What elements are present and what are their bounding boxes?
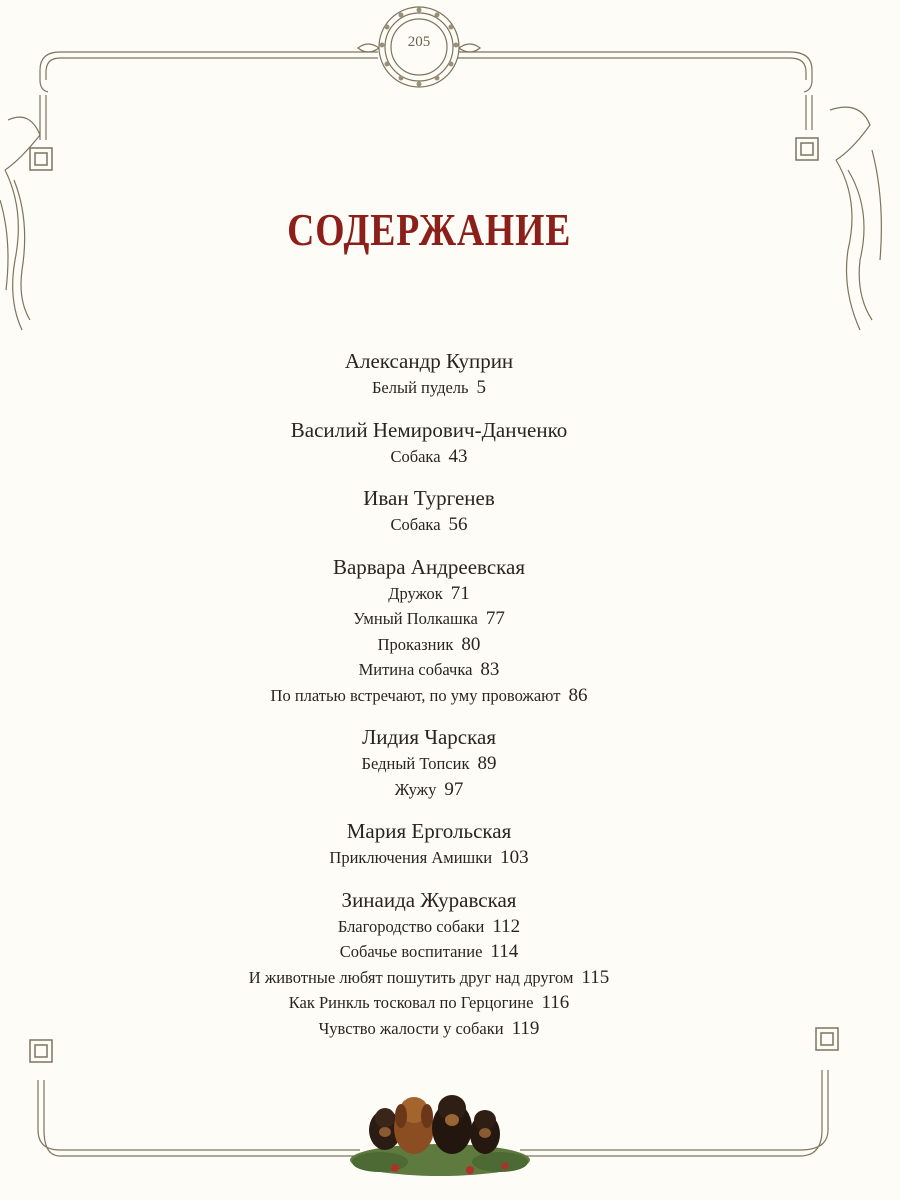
entry-title: Дружок [388,583,443,603]
entry-page-number: 103 [500,847,529,868]
entry-title: Благородство собаки [337,916,485,936]
toc-entry[interactable] [0,657,858,683]
toc-entry[interactable] [0,444,858,470]
author-name: Лидия Чарская [362,725,496,749]
entry-title: Бедный Топсик [361,754,470,773]
entry-page-number: 80 [461,633,481,655]
toc-section [0,818,858,871]
entry-title: Собака [390,446,441,466]
toc-entry[interactable] [0,845,858,871]
table-of-contents [0,348,858,1057]
toc-entry[interactable] [0,965,858,991]
entry-title: Умный Полкашка [353,609,478,628]
entry-page-number: 119 [511,1017,540,1039]
entry-title: Приключения Амишки [329,848,493,867]
entry-page-number: 71 [450,582,470,604]
toc-entry[interactable] [0,914,858,940]
entry-title: По платью встречают, по уму провожают [270,685,561,705]
entry-page-number: 115 [581,966,610,988]
toc-entry[interactable] [0,751,858,777]
entry-page-number: 56 [448,514,468,535]
toc-entry[interactable] [0,512,858,538]
page-number: 205 [407,34,431,50]
toc-section [0,417,858,470]
entry-page-number: 112 [492,915,521,937]
entry-title: Проказник [377,634,454,654]
author-name: Зинаида Журавская [341,887,517,912]
entry-title: Белый пудель [371,378,469,397]
puppies-illustration [350,1095,530,1176]
entry-title: Чувство жалости у собаки [318,1018,504,1038]
entry-title: Как Ринкль тосковал по Герцогине [288,993,534,1012]
toc-section [0,554,858,709]
toc-section [0,887,858,1042]
toc-entry[interactable] [0,606,858,632]
toc-entry[interactable] [0,632,858,658]
entry-page-number: 116 [541,992,570,1013]
toc-entry[interactable] [0,375,858,401]
toc-entry[interactable] [0,777,858,803]
entry-page-number: 77 [485,608,505,629]
author-name: Варвара Андреевская [332,554,526,579]
toc-entry[interactable] [0,581,858,607]
toc-section [0,724,858,802]
toc-entry[interactable] [0,990,858,1016]
author-name: Иван Тургенев [363,486,495,510]
entry-page-number: 83 [480,659,500,680]
toc-entry[interactable] [0,939,858,965]
entry-title: Жужу [394,779,437,799]
toc-entry[interactable] [0,1016,858,1042]
author-name: Александр Куприн [344,349,514,373]
author-name: Василий Немирович-Данченко [290,417,568,442]
page-title: СОДЕРЖАНИЕ [287,204,572,255]
entry-page-number: 89 [477,753,497,774]
toc-section [0,348,858,401]
entry-title: Митина собачка [358,660,473,679]
entry-page-number: 5 [476,377,487,398]
author-name: Мария Ергольская [346,819,512,843]
entry-page-number: 86 [568,684,588,706]
entry-page-number: 114 [490,941,519,962]
toc-section [0,485,858,538]
toc-entry[interactable] [0,683,858,709]
entry-title: Собака [390,515,441,534]
entry-title: Собачье воспитание [339,942,483,961]
entry-page-number: 97 [444,778,464,800]
entry-page-number: 43 [448,445,468,467]
entry-title: И животные любят пошутить друг над другом [248,967,574,987]
